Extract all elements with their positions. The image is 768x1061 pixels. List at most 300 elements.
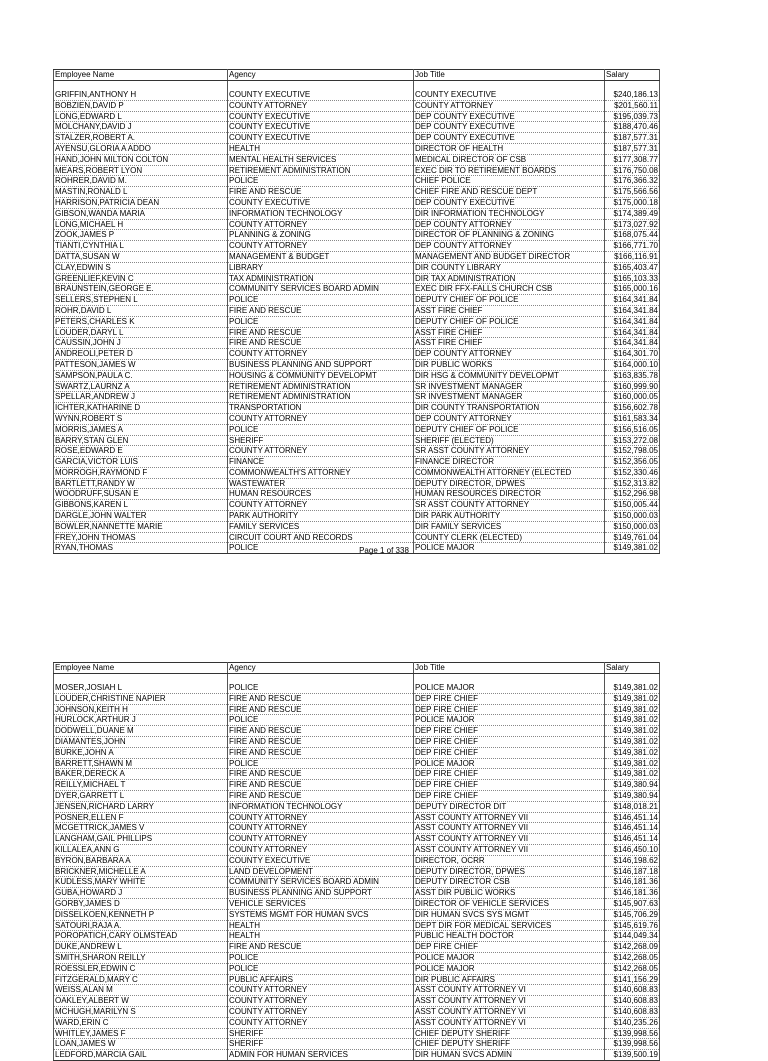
table-row bbox=[54, 963, 660, 974]
table-row bbox=[54, 532, 660, 543]
job-title-cell: DIR PUBLIC WORKS bbox=[414, 359, 605, 370]
agency-cell: INFORMATION TECHNOLOGY bbox=[228, 208, 414, 219]
employee-name-cell: HAND,JOHN MILTON COLTON bbox=[54, 154, 228, 165]
job-title-cell: DEPUTY DIRECTOR, DPWES bbox=[414, 478, 605, 489]
table-row bbox=[54, 909, 660, 920]
salary-cell: $152,798.05 bbox=[605, 446, 660, 457]
employee-name-cell: DISSELKOEN,KENNETH P bbox=[54, 909, 228, 920]
agency-cell: CIRCUIT COURT AND RECORDS bbox=[228, 532, 414, 543]
employee-name-cell: DYER,GARRETT L bbox=[54, 790, 228, 801]
table-row bbox=[54, 327, 660, 338]
employee-name-cell: LOUDER,DARYL L bbox=[54, 327, 228, 338]
job-title-cell: CHIEF FIRE AND RESCUE DEPT bbox=[414, 187, 605, 198]
job-title-cell: DEP FIRE CHIEF bbox=[414, 736, 605, 747]
salary-cell: $145,619.76 bbox=[605, 920, 660, 931]
salary-cell: $142,268.05 bbox=[605, 952, 660, 963]
salary-cell: $149,381.02 bbox=[605, 715, 660, 726]
agency-cell: FAMILY SERVICES bbox=[228, 521, 414, 532]
job-title-cell: SHERIFF (ELECTED) bbox=[414, 435, 605, 446]
salary-cell: $177,308.77 bbox=[605, 154, 660, 165]
job-title-cell: SR INVESTMENT MANAGER bbox=[414, 381, 605, 392]
agency-cell: FIRE AND RESCUE bbox=[228, 704, 414, 715]
employee-name-cell: GIBBONS,KAREN L bbox=[54, 500, 228, 511]
job-title-cell: ASST COUNTY ATTORNEY VII bbox=[414, 812, 605, 823]
job-title-cell: DEP COUNTY EXECUTIVE bbox=[414, 197, 605, 208]
agency-cell: FIRE AND RESCUE bbox=[228, 327, 414, 338]
table-row bbox=[54, 305, 660, 316]
salary-cell: $153,272.08 bbox=[605, 435, 660, 446]
table-row bbox=[54, 500, 660, 511]
spacer-cell bbox=[414, 81, 605, 91]
agency-cell: FIRE AND RESCUE bbox=[228, 942, 414, 953]
agency-cell: POLICE bbox=[228, 683, 414, 693]
employee-name-cell: MCGETTRICK,JAMES V bbox=[54, 823, 228, 834]
table-row bbox=[54, 726, 660, 737]
table-row bbox=[54, 844, 660, 855]
agency-cell: POLICE bbox=[228, 963, 414, 974]
salary-cell: $166,771.70 bbox=[605, 241, 660, 252]
employee-name-cell: GRIFFIN,ANTHONY H bbox=[54, 90, 228, 100]
employee-name-cell: JENSEN,RICHARD LARRY bbox=[54, 801, 228, 812]
agency-cell: COUNTY ATTORNEY bbox=[228, 985, 414, 996]
employee-name-cell: GREENLIEF,KEVIN C bbox=[54, 273, 228, 284]
salary-cell: $164,000.10 bbox=[605, 359, 660, 370]
table-row bbox=[54, 1039, 660, 1050]
agency-cell: FIRE AND RESCUE bbox=[228, 747, 414, 758]
employee-name-cell: WEISS,ALAN M bbox=[54, 985, 228, 996]
employee-name-cell: REILLY,MICHAEL T bbox=[54, 780, 228, 791]
table-row bbox=[54, 952, 660, 963]
employee-name-cell: DIAMANTES,JOHN bbox=[54, 736, 228, 747]
agency-cell: POLICE bbox=[228, 316, 414, 327]
employee-name-cell: BOWLER,NANNETTE MARIE bbox=[54, 521, 228, 532]
job-title-cell: CHIEF DEPUTY SHERIFF bbox=[414, 1039, 605, 1050]
salary-cell: $152,356.05 bbox=[605, 457, 660, 468]
table-row bbox=[54, 187, 660, 198]
job-title-cell: DEPUTY DIRECTOR, DPWES bbox=[414, 866, 605, 877]
salary-cell: $240,186.13 bbox=[605, 90, 660, 100]
job-title-cell: DEP FIRE CHIEF bbox=[414, 747, 605, 758]
agency-cell: POLICE bbox=[228, 715, 414, 726]
employee-name-cell: MORROGH,RAYMOND F bbox=[54, 467, 228, 478]
employee-name-cell: LOUDER,CHRISTINE NAPIER bbox=[54, 693, 228, 704]
employee-name-cell: MOLCHANY,DAVID J bbox=[54, 122, 228, 133]
employee-name-cell: WYNN,ROBERT S bbox=[54, 413, 228, 424]
employee-name-cell: SELLERS,STEPHEN L bbox=[54, 295, 228, 306]
job-title-cell: POLICE MAJOR bbox=[414, 715, 605, 726]
salary-cell: $149,381.02 bbox=[605, 758, 660, 769]
salary-cell: $173,027.92 bbox=[605, 219, 660, 230]
table-row bbox=[54, 251, 660, 262]
table-body-page-2 bbox=[54, 674, 660, 1061]
agency-cell: SHERIFF bbox=[228, 1039, 414, 1050]
agency-cell: COUNTY ATTORNEY bbox=[228, 413, 414, 424]
table-row bbox=[54, 758, 660, 769]
salary-cell: $156,516.05 bbox=[605, 424, 660, 435]
agency-cell: COUNTY EXECUTIVE bbox=[228, 122, 414, 133]
agency-cell: COUNTY EXECUTIVE bbox=[228, 111, 414, 122]
job-title-cell: ASST COUNTY ATTORNEY VI bbox=[414, 996, 605, 1007]
job-title-cell: COUNTY CLERK (ELECTED) bbox=[414, 532, 605, 543]
table-row bbox=[54, 866, 660, 877]
job-title-cell: EXEC DIR FFX-FALLS CHURCH CSB bbox=[414, 284, 605, 295]
table-row bbox=[54, 888, 660, 899]
employee-name-cell: GORBY,JAMES D bbox=[54, 898, 228, 909]
table-row bbox=[54, 230, 660, 241]
employee-name-cell: STALZER,ROBERT A. bbox=[54, 133, 228, 144]
employee-name-cell: MOSER,JOSIAH L bbox=[54, 683, 228, 693]
job-title-cell: DEPUTY DIRECTOR DIT bbox=[414, 801, 605, 812]
agency-cell: PLANNING & ZONING bbox=[228, 230, 414, 241]
employee-name-cell: POROPATICH,CARY OLMSTEAD bbox=[54, 931, 228, 942]
job-title-cell: ASST COUNTY ATTORNEY VII bbox=[414, 834, 605, 845]
table-row bbox=[54, 1050, 660, 1061]
agency-cell: FIRE AND RESCUE bbox=[228, 736, 414, 747]
table-row bbox=[54, 478, 660, 489]
salary-cell: $201,560.11 bbox=[605, 100, 660, 111]
employee-name-cell: BRICKNER,MICHELLE A bbox=[54, 866, 228, 877]
salary-cell: $164,341.84 bbox=[605, 295, 660, 306]
table-row bbox=[54, 521, 660, 532]
employee-name-cell: BRAUNSTEIN,GEORGE E. bbox=[54, 284, 228, 295]
agency-cell: LIBRARY bbox=[228, 262, 414, 273]
salary-cell: $152,330.46 bbox=[605, 467, 660, 478]
agency-cell: POLICE bbox=[228, 952, 414, 963]
salary-cell: $149,381.02 bbox=[605, 704, 660, 715]
employee-name-cell: CAUSSIN,JOHN J bbox=[54, 338, 228, 349]
spacer-cell bbox=[414, 674, 605, 684]
table-header-row bbox=[54, 663, 660, 674]
table-row bbox=[54, 446, 660, 457]
table-row bbox=[54, 295, 660, 306]
job-title-cell: POLICE MAJOR bbox=[414, 683, 605, 693]
employee-name-cell: MEARS,ROBERT LYON bbox=[54, 165, 228, 176]
job-title-cell: PUBLIC HEALTH DOCTOR bbox=[414, 931, 605, 942]
header-agency: Agency bbox=[228, 663, 414, 674]
header-spacer-row bbox=[54, 674, 660, 684]
table-row bbox=[54, 942, 660, 953]
job-title-cell: DIR COUNTY TRANSPORTATION bbox=[414, 403, 605, 414]
agency-cell: FINANCE bbox=[228, 457, 414, 468]
job-title-cell: DIR PARK AUTHORITY bbox=[414, 511, 605, 522]
agency-cell: COUNTY ATTORNEY bbox=[228, 500, 414, 511]
agency-cell: COUNTY EXECUTIVE bbox=[228, 90, 414, 100]
employee-name-cell: LANGHAM,GAIL PHILLIPS bbox=[54, 834, 228, 845]
employee-name-cell: BAKER,DERECK A bbox=[54, 769, 228, 780]
employee-name-cell: PETERS,CHARLES K bbox=[54, 316, 228, 327]
table-row bbox=[54, 284, 660, 295]
table-row bbox=[54, 208, 660, 219]
agency-cell: BUSINESS PLANNING AND SUPPORT bbox=[228, 359, 414, 370]
agency-cell: COUNTY ATTORNEY bbox=[228, 1017, 414, 1028]
salary-cell: $165,103.33 bbox=[605, 273, 660, 284]
header-employee-name: Employee Name bbox=[54, 70, 228, 81]
table-row bbox=[54, 338, 660, 349]
job-title-cell: ASST COUNTY ATTORNEY VI bbox=[414, 1006, 605, 1017]
employee-name-cell: CLAY,EDWIN S bbox=[54, 262, 228, 273]
salary-cell: $176,366.32 bbox=[605, 176, 660, 187]
salary-cell: $164,341.84 bbox=[605, 338, 660, 349]
agency-cell: FIRE AND RESCUE bbox=[228, 338, 414, 349]
job-title-cell: DEPUTY DIRECTOR CSB bbox=[414, 877, 605, 888]
job-title-cell: DEP FIRE CHIEF bbox=[414, 942, 605, 953]
job-title-cell: SR ASST COUNTY ATTORNEY bbox=[414, 500, 605, 511]
table-row bbox=[54, 1017, 660, 1028]
salary-cell: $165,403.47 bbox=[605, 262, 660, 273]
job-title-cell: POLICE MAJOR bbox=[414, 758, 605, 769]
employee-name-cell: LONG,EDWARD L bbox=[54, 111, 228, 122]
table-row bbox=[54, 467, 660, 478]
job-title-cell: ASST DIR PUBLIC WORKS bbox=[414, 888, 605, 899]
table-row bbox=[54, 769, 660, 780]
salary-cell: $152,313.82 bbox=[605, 478, 660, 489]
employee-name-cell: BARRY,STAN GLEN bbox=[54, 435, 228, 446]
table-header-row bbox=[54, 70, 660, 81]
agency-cell: COUNTY ATTORNEY bbox=[228, 844, 414, 855]
header-salary: Salary bbox=[605, 70, 660, 81]
employee-name-cell: BARTLETT,RANDY W bbox=[54, 478, 228, 489]
salary-cell: $156,602.78 bbox=[605, 403, 660, 414]
employee-name-cell: GIBSON,WANDA MARIA bbox=[54, 208, 228, 219]
employee-name-cell: AYENSU,GLORIA A ADDO bbox=[54, 143, 228, 154]
job-title-cell: DIRECTOR, OCRR bbox=[414, 855, 605, 866]
employee-name-cell: TIANTI,CYNTHIA L bbox=[54, 241, 228, 252]
salary-cell: $145,706.29 bbox=[605, 909, 660, 920]
employee-name-cell: BOBZIEN,DAVID P bbox=[54, 100, 228, 111]
job-title-cell: ASST COUNTY ATTORNEY VI bbox=[414, 985, 605, 996]
table-row bbox=[54, 241, 660, 252]
salary-cell: $142,268.09 bbox=[605, 942, 660, 953]
salary-cell: $150,000.03 bbox=[605, 521, 660, 532]
salary-cell: $187,577.31 bbox=[605, 133, 660, 144]
salary-cell: $164,301.70 bbox=[605, 349, 660, 360]
salary-cell: $149,381.02 bbox=[605, 683, 660, 693]
table-row bbox=[54, 974, 660, 985]
agency-cell: FIRE AND RESCUE bbox=[228, 305, 414, 316]
table-row bbox=[54, 143, 660, 154]
job-title-cell: DEP FIRE CHIEF bbox=[414, 769, 605, 780]
salary-cell: $149,381.02 bbox=[605, 726, 660, 737]
salary-cell: $166,116.91 bbox=[605, 251, 660, 262]
salary-cell: $168,075.44 bbox=[605, 230, 660, 241]
agency-cell: BUSINESS PLANNING AND SUPPORT bbox=[228, 888, 414, 899]
employee-name-cell: FREY,JOHN THOMAS bbox=[54, 532, 228, 543]
salary-cell: $141,156.29 bbox=[605, 974, 660, 985]
employee-name-cell: BARRETT,SHAWN M bbox=[54, 758, 228, 769]
salary-cell: $146,187.18 bbox=[605, 866, 660, 877]
salary-cell: $150,005.44 bbox=[605, 500, 660, 511]
employee-name-cell: HARRISON,PATRICIA DEAN bbox=[54, 197, 228, 208]
salary-cell: $146,451.14 bbox=[605, 834, 660, 845]
salary-cell: $140,235.26 bbox=[605, 1017, 660, 1028]
agency-cell: FIRE AND RESCUE bbox=[228, 187, 414, 198]
agency-cell: RETIREMENT ADMINISTRATION bbox=[228, 165, 414, 176]
table-row bbox=[54, 736, 660, 747]
salary-cell: $174,389.49 bbox=[605, 208, 660, 219]
job-title-cell: DIRECTOR OF PLANNING & ZONING bbox=[414, 230, 605, 241]
table-row bbox=[54, 1028, 660, 1039]
table-row bbox=[54, 790, 660, 801]
employee-name-cell: WHITLEY,JAMES F bbox=[54, 1028, 228, 1039]
salary-cell: $149,380.94 bbox=[605, 790, 660, 801]
table-row bbox=[54, 855, 660, 866]
job-title-cell: DIR HUMAN SVCS ADMIN bbox=[414, 1050, 605, 1061]
job-title-cell: DIR INFORMATION TECHNOLOGY bbox=[414, 208, 605, 219]
job-title-cell: DEP FIRE CHIEF bbox=[414, 790, 605, 801]
salary-cell: $146,451.14 bbox=[605, 812, 660, 823]
employee-name-cell: GARCIA,VICTOR LUIS bbox=[54, 457, 228, 468]
job-title-cell: MANAGEMENT AND BUDGET DIRECTOR bbox=[414, 251, 605, 262]
salary-cell: $149,381.02 bbox=[605, 693, 660, 704]
page-number: Page 1 of 338 bbox=[359, 546, 409, 555]
job-title-cell: DEPUTY CHIEF OF POLICE bbox=[414, 424, 605, 435]
table-row bbox=[54, 392, 660, 403]
employee-name-cell: LONG,MICHAEL H bbox=[54, 219, 228, 230]
agency-cell: FIRE AND RESCUE bbox=[228, 726, 414, 737]
header-agency: Agency bbox=[228, 70, 414, 81]
table-row bbox=[54, 834, 660, 845]
employee-name-cell: SMITH,SHARON REILLY bbox=[54, 952, 228, 963]
agency-cell: COUNTY ATTORNEY bbox=[228, 219, 414, 230]
agency-cell: VEHICLE SERVICES bbox=[228, 898, 414, 909]
table-row bbox=[54, 489, 660, 500]
job-title-cell: ASST FIRE CHIEF bbox=[414, 305, 605, 316]
table-row bbox=[54, 920, 660, 931]
spacer-cell bbox=[54, 81, 228, 91]
agency-cell: COUNTY ATTORNEY bbox=[228, 241, 414, 252]
agency-cell: SHERIFF bbox=[228, 1028, 414, 1039]
salary-cell: $164,341.84 bbox=[605, 305, 660, 316]
table-row bbox=[54, 704, 660, 715]
spacer-cell bbox=[228, 81, 414, 91]
table-row bbox=[54, 316, 660, 327]
employee-name-cell: ROHR,DAVID L bbox=[54, 305, 228, 316]
agency-cell: COUNTY EXECUTIVE bbox=[228, 133, 414, 144]
job-title-cell: DIR HUMAN SVCS SYS MGMT bbox=[414, 909, 605, 920]
table-row bbox=[54, 154, 660, 165]
agency-cell: COMMUNITY SERVICES BOARD ADMIN bbox=[228, 284, 414, 295]
employee-name-cell: SWARTZ,LAURNZ A bbox=[54, 381, 228, 392]
header-spacer-row bbox=[54, 81, 660, 91]
table-row bbox=[54, 262, 660, 273]
employee-name-cell: POSNER,ELLEN F bbox=[54, 812, 228, 823]
table-row bbox=[54, 133, 660, 144]
salary-cell: $164,341.84 bbox=[605, 327, 660, 338]
employee-name-cell: WOODRUFF,SUSAN E bbox=[54, 489, 228, 500]
table-row bbox=[54, 457, 660, 468]
agency-cell: COUNTY EXECUTIVE bbox=[228, 855, 414, 866]
salary-cell: $146,198.62 bbox=[605, 855, 660, 866]
employee-name-cell: LOAN,JAMES W bbox=[54, 1039, 228, 1050]
job-title-cell: MEDICAL DIRECTOR OF CSB bbox=[414, 154, 605, 165]
employee-name-cell: MASTIN,RONALD L bbox=[54, 187, 228, 198]
job-title-cell: DEPUTY CHIEF OF POLICE bbox=[414, 295, 605, 306]
salary-cell: $140,608.83 bbox=[605, 996, 660, 1007]
agency-cell: HEALTH bbox=[228, 931, 414, 942]
employee-name-cell: DARGLE,JOHN WALTER bbox=[54, 511, 228, 522]
agency-cell: COUNTY ATTORNEY bbox=[228, 812, 414, 823]
job-title-cell: DEP COUNTY ATTORNEY bbox=[414, 219, 605, 230]
job-title-cell: EXEC DIR TO RETIREMENT BOARDS bbox=[414, 165, 605, 176]
employee-name-cell: ROSE,EDWARD E bbox=[54, 446, 228, 457]
table-row bbox=[54, 176, 660, 187]
table-row bbox=[54, 370, 660, 381]
salary-cell: $160,000.05 bbox=[605, 392, 660, 403]
agency-cell: SYSTEMS MGMT FOR HUMAN SVCS bbox=[228, 909, 414, 920]
agency-cell: COUNTY ATTORNEY bbox=[228, 823, 414, 834]
job-title-cell: DEP FIRE CHIEF bbox=[414, 780, 605, 791]
job-title-cell: HUMAN RESOURCES DIRECTOR bbox=[414, 489, 605, 500]
agency-cell: SHERIFF bbox=[228, 435, 414, 446]
agency-cell: COUNTY ATTORNEY bbox=[228, 996, 414, 1007]
employee-name-cell: FITZGERALD,MARY C bbox=[54, 974, 228, 985]
employee-name-cell: SPELLAR,ANDREW J bbox=[54, 392, 228, 403]
employee-name-cell: ANDREOLI,PETER D bbox=[54, 349, 228, 360]
employee-name-cell: SAMPSON,PAULA C. bbox=[54, 370, 228, 381]
agency-cell: PARK AUTHORITY bbox=[228, 511, 414, 522]
table-row bbox=[54, 823, 660, 834]
salary-cell: $146,181.36 bbox=[605, 888, 660, 899]
employee-name-cell: OAKLEY,ALBERT W bbox=[54, 996, 228, 1007]
job-title-cell: SR ASST COUNTY ATTORNEY bbox=[414, 446, 605, 457]
agency-cell: INFORMATION TECHNOLOGY bbox=[228, 801, 414, 812]
job-title-cell: COMMONWEALTH ATTORNEY (ELECTED bbox=[414, 467, 605, 478]
salary-cell: $195,039.73 bbox=[605, 111, 660, 122]
job-title-cell: ASST COUNTY ATTORNEY VI bbox=[414, 1017, 605, 1028]
table-row bbox=[54, 219, 660, 230]
employee-name-cell: PATTESON,JAMES W bbox=[54, 359, 228, 370]
employee-name-cell: BURKE,JOHN A bbox=[54, 747, 228, 758]
job-title-cell: POLICE MAJOR bbox=[414, 952, 605, 963]
table-row bbox=[54, 898, 660, 909]
agency-cell: HEALTH bbox=[228, 143, 414, 154]
employee-name-cell: MORRIS,JAMES A bbox=[54, 424, 228, 435]
employee-name-cell: JOHNSON,KEITH H bbox=[54, 704, 228, 715]
salary-cell: $175,566.56 bbox=[605, 187, 660, 198]
table-row bbox=[54, 931, 660, 942]
job-title-cell: DIR COUNTY LIBRARY bbox=[414, 262, 605, 273]
job-title-cell: POLICE MAJOR bbox=[414, 543, 605, 554]
salary-cell: $139,500.19 bbox=[605, 1050, 660, 1061]
agency-cell: TAX ADMINISTRATION bbox=[228, 273, 414, 284]
job-title-cell: COUNTY EXECUTIVE bbox=[414, 90, 605, 100]
salary-cell: $163,835.78 bbox=[605, 370, 660, 381]
job-title-cell: FINANCE DIRECTOR bbox=[414, 457, 605, 468]
salary-cell: $149,381.02 bbox=[605, 769, 660, 780]
table-row bbox=[54, 197, 660, 208]
table-row bbox=[54, 90, 660, 100]
agency-cell: COUNTY EXECUTIVE bbox=[228, 197, 414, 208]
salary-cell: $148,018.21 bbox=[605, 801, 660, 812]
spacer-cell bbox=[605, 674, 660, 684]
agency-cell: PUBLIC AFFAIRS bbox=[228, 974, 414, 985]
employee-name-cell: HURLOCK,ARTHUR J bbox=[54, 715, 228, 726]
table-row bbox=[54, 359, 660, 370]
agency-cell: HEALTH bbox=[228, 920, 414, 931]
agency-cell: COMMONWEALTH'S ATTORNEY bbox=[228, 467, 414, 478]
table-row bbox=[54, 812, 660, 823]
job-title-cell: DEP COUNTY EXECUTIVE bbox=[414, 111, 605, 122]
table-row bbox=[54, 693, 660, 704]
agency-cell: FIRE AND RESCUE bbox=[228, 769, 414, 780]
job-title-cell: ASST COUNTY ATTORNEY VII bbox=[414, 844, 605, 855]
header-job-title: Job Title bbox=[414, 663, 605, 674]
agency-cell: MANAGEMENT & BUDGET bbox=[228, 251, 414, 262]
table-row bbox=[54, 747, 660, 758]
salary-cell: $149,380.94 bbox=[605, 780, 660, 791]
table-row bbox=[54, 165, 660, 176]
salary-cell: $146,181.36 bbox=[605, 877, 660, 888]
